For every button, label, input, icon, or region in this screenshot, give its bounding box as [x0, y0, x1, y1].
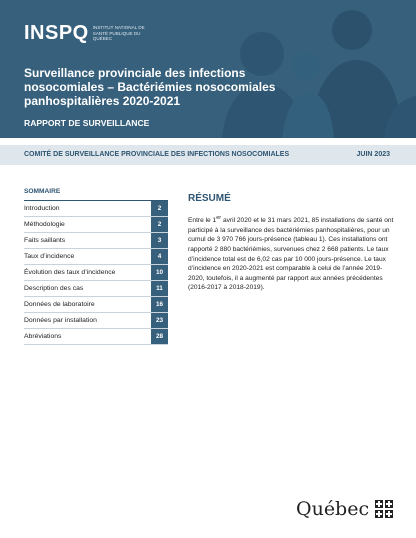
- toc-list: [24, 200, 168, 345]
- toc-item[interactable]: [24, 201, 168, 217]
- toc-item-page: 11: [151, 281, 168, 296]
- toc-item[interactable]: [24, 249, 168, 265]
- toc-item-label: Données de laboratoire: [24, 301, 95, 308]
- toc-item[interactable]: [24, 313, 168, 329]
- summary-text-rest: avril 2020 et le 31 mars 2021, 85 installations de santé ont participé à la surveillance des bactériémies panhospitalières, pour un cumul de 3 970 766 jours-présence (tableau 1). Ces installations ont rapporté 2 880 bactériémies, survenues chez 2 668 patients. Le taux d’incidence total est de 6,02 cas par 10 000 jours-présence. Le taux d’incidence en 2020-2021 est comparable à celui de l’année 2019-2020, toutefois, il a augmenté par rapport aux années précédentes (2016-2017 à 2018-2019).: [188, 217, 394, 292]
- summary-text-start: Entre le 1: [188, 217, 217, 225]
- toc-item[interactable]: [24, 281, 168, 297]
- toc-item[interactable]: [24, 297, 168, 313]
- toc-item-page: 16: [151, 297, 168, 312]
- summary-paragraph: [188, 214, 394, 293]
- inspq-logo: [24, 22, 155, 45]
- toc-item-label: Taux d’incidence: [24, 253, 75, 260]
- logo-wordmark: INSPQ: [24, 22, 89, 44]
- toc-item-page: 2: [151, 217, 168, 232]
- toc-item-page: 23: [151, 313, 168, 328]
- table-of-contents: [24, 188, 168, 345]
- quebec-wordmark: Québec: [296, 498, 370, 520]
- toc-item-label: Abréviations: [24, 333, 62, 340]
- report-title: Surveillance provinciale des infections nosocomiales – Bactériémies nosocomiales panhospitalières 2020-2021: [24, 66, 276, 109]
- toc-item-label: Introduction: [24, 205, 60, 212]
- summary-heading: RÉSUMÉ: [188, 193, 231, 204]
- toc-item-page: 28: [151, 329, 168, 344]
- toc-item-page: 4: [151, 249, 168, 264]
- quebec-government-logo: [296, 498, 393, 520]
- toc-item-label: Méthodologie: [24, 221, 65, 228]
- toc-item[interactable]: [24, 329, 168, 345]
- fleur-de-lis-flag-icon: [375, 500, 393, 518]
- report-type: RAPPORT DE SURVEILLANCE: [24, 118, 150, 128]
- committee-band: [0, 145, 416, 165]
- toc-item[interactable]: [24, 265, 168, 281]
- summary-section: [188, 193, 394, 293]
- cover-header: [0, 0, 416, 138]
- toc-item-label: Données par installation: [24, 317, 97, 324]
- toc-item-label: Faits saillants: [24, 237, 66, 244]
- committee-name: COMITÉ DE SURVEILLANCE PROVINCIALE DES INFECTIONS NOSOCOMIALES: [24, 151, 290, 158]
- ordinal-superscript: er: [216, 215, 222, 221]
- toc-item-page: 10: [151, 265, 168, 280]
- publication-date: JUIN 2023: [356, 151, 390, 158]
- toc-item-label: Description des cas: [24, 285, 84, 292]
- toc-heading: SOMMAIRE: [24, 188, 61, 195]
- toc-item-label: Évolution des taux d’incidence: [24, 269, 116, 276]
- toc-item[interactable]: [24, 217, 168, 233]
- toc-item-page: 3: [151, 233, 168, 248]
- toc-item-page: 2: [151, 201, 168, 216]
- toc-item[interactable]: [24, 233, 168, 249]
- logo-tagline: INSTITUT NATIONAL DE SANTÉ PUBLIQUE DU QUÉBEC: [92, 25, 145, 42]
